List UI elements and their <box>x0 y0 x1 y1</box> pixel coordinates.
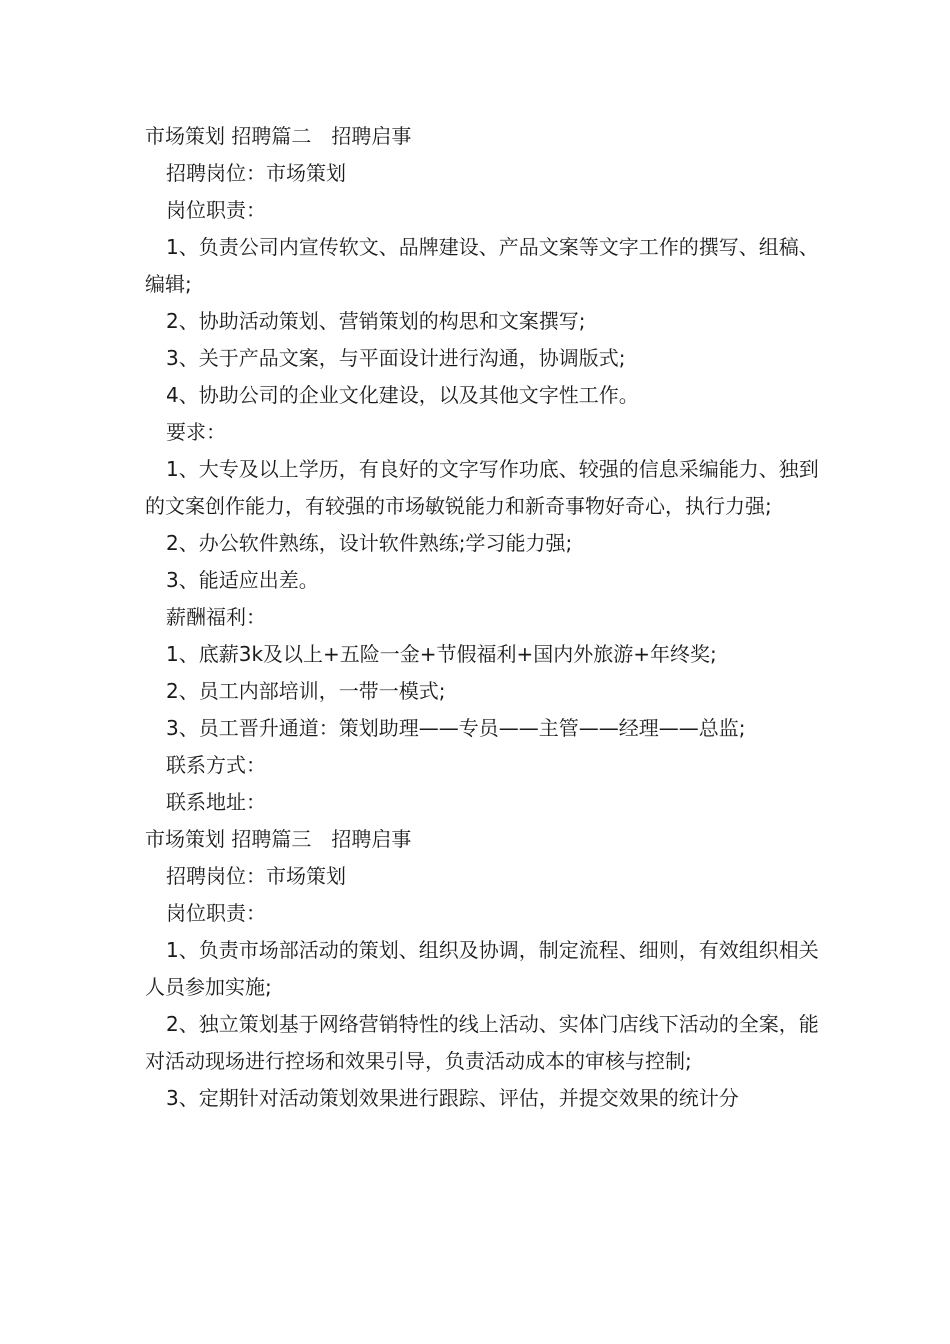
paragraph: 2、独立策划基于网络营销特性的线上活动、实体门店线下活动的全案，能对活动现场进行控场和效果引导，负责活动成本的审核与控制; <box>145 1012 819 1073</box>
paragraph: 招聘岗位：市场策划 <box>166 864 346 888</box>
paragraph: 岗位职责： <box>166 198 266 222</box>
section-heading <box>145 118 830 155</box>
document-page <box>145 118 830 1117</box>
paragraph: 联系地址： <box>166 790 266 814</box>
paragraph: 1、底薪3k及以上+五险一金+节假福利+国内外旅游+年终奖; <box>166 642 717 666</box>
paragraph: 3、关于产品文案，与平面设计进行沟通，协调版式; <box>166 346 626 370</box>
paragraph: 2、协助活动策划、营销策划的构思和文案撰写; <box>166 309 586 333</box>
paragraph: 1、负责市场部活动的策划、组织及协调，制定流程、细则，有效组织相关人员参加实施; <box>145 938 819 999</box>
section-title-suffix: 招聘启事 <box>331 827 412 851</box>
paragraph: 1、负责公司内宣传软文、品牌建设、产品文案等文字工作的撰写、组稿、编辑; <box>145 235 819 296</box>
paragraph: 2、办公软件熟练，设计软件熟练;学习能力强; <box>166 531 573 555</box>
paragraph: 3、定期针对活动策划效果进行跟踪、评估，并提交效果的统计分 <box>166 1086 739 1110</box>
paragraph: 4、协助公司的企业文化建设，以及其他文字性工作。 <box>166 383 639 407</box>
paragraph: 3、员工晋升通道：策划助理——专员——主管——经理——总监; <box>166 716 746 740</box>
section-heading <box>145 821 830 858</box>
paragraph: 薪酬福利： <box>166 605 266 629</box>
paragraph: 2、员工内部培训，一带一模式; <box>166 679 446 703</box>
section-title: 市场策划 招聘篇三 <box>145 827 312 851</box>
paragraph: 要求： <box>166 420 226 444</box>
section-title-suffix: 招聘启事 <box>331 124 412 148</box>
paragraph: 招聘岗位：市场策划 <box>166 161 346 185</box>
paragraph: 3、能适应出差。 <box>166 568 319 592</box>
paragraph: 联系方式： <box>166 753 266 777</box>
section-title: 市场策划 招聘篇二 <box>145 124 312 148</box>
paragraph: 岗位职责： <box>166 901 266 925</box>
paragraph: 1、大专及以上学历，有良好的文字写作功底、较强的信息采编能力、独到的文案创作能力，有较强的市场敏锐能力和新奇事物好奇心，执行力强; <box>145 457 819 518</box>
